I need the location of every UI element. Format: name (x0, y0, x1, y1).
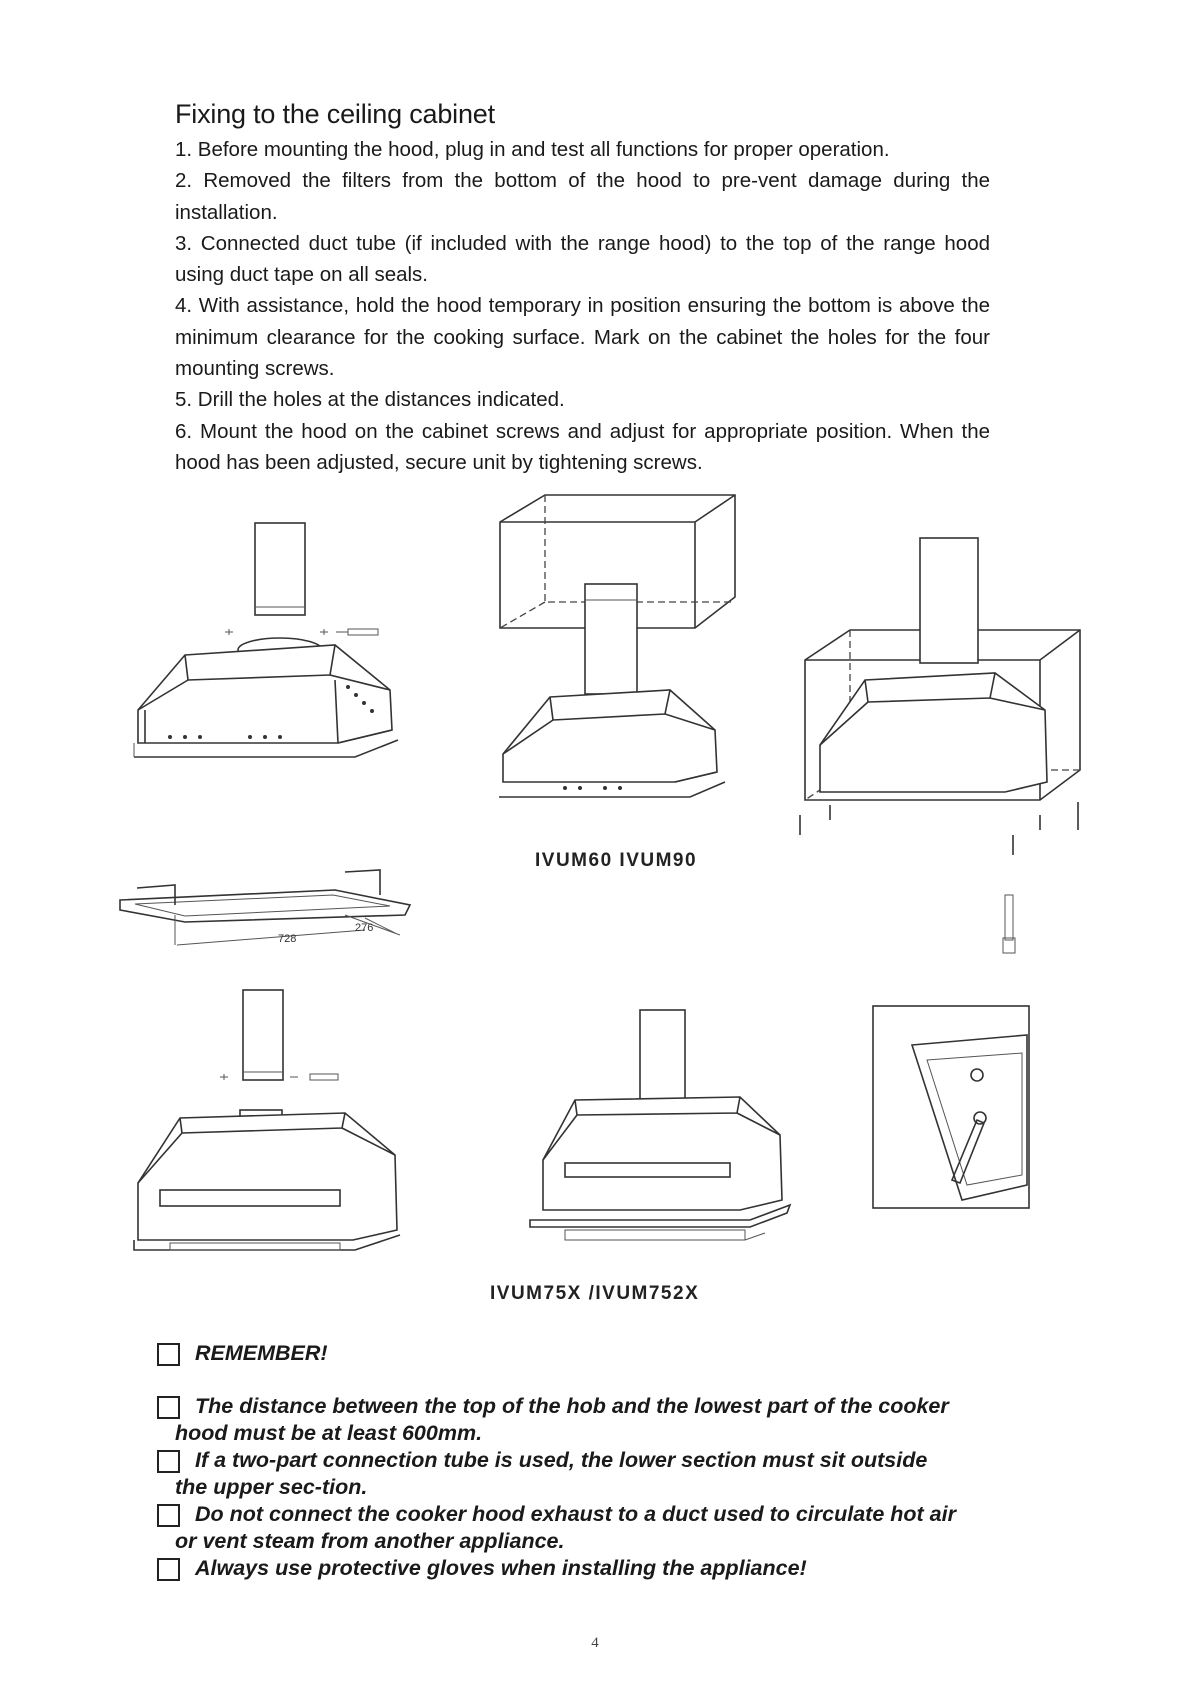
remember-item: If a two-part connection tube is used, the lower section must sit outside (155, 1447, 1025, 1474)
model-label-bottom: IVUM75X /IVUM752X (490, 1283, 700, 1304)
remember-item-continuation: hood must be at least 600mm. (175, 1421, 483, 1445)
remember-heading: REMEMBER! (155, 1340, 1025, 1367)
remember-item-continuation: or vent steam from another appliance. (175, 1529, 565, 1553)
checkbox-icon (157, 1396, 180, 1419)
figure-mounting-frame (115, 860, 415, 960)
figure-hood-75x-duct (130, 985, 410, 1255)
remember-item: The distance between the top of the hob and the lowest part of the cooker (155, 1393, 1025, 1420)
step-4: 4. With assistance, hold the hood temporary in position ensuring the bottom is above the minimum clearance for the cooking surface. Mark on the cabinet the holes for the four mounting screws. (175, 294, 990, 381)
step-1: 1. Before mounting the hood, plug in and test all functions for proper operation. (175, 138, 890, 161)
figure-screw-detail (872, 1005, 1032, 1210)
dimension-width: 728 (278, 933, 297, 945)
remember-item: Do not connect the cooker hood exhaust to a duct used to circulate hot air (155, 1501, 1025, 1528)
figure-hood-with-duct (130, 515, 430, 815)
checkbox-icon (157, 1450, 180, 1473)
page-title: Fixing to the ceiling cabinet (175, 99, 495, 129)
figure-hood-in-cabinet (495, 492, 755, 812)
instruction-steps (175, 134, 990, 478)
page-number: 4 (591, 1635, 599, 1651)
dimension-depth: 276 (355, 922, 374, 934)
step-6: 6. Mount the hood on the cabinet screws and adjust for appropriate position. When the hood has been adjusted, secure unit by tightening screws. (175, 419, 990, 474)
checkbox-icon (157, 1504, 180, 1527)
checkbox-icon (157, 1343, 180, 1366)
figure-hood-mounted-screws (795, 530, 1095, 960)
step-2: 2. Removed the filters from the bottom of the hood to pre-vent damage during the installation. (175, 169, 990, 224)
remember-item-continuation: the upper sec-tion. (175, 1475, 368, 1499)
model-label-top: IVUM60 IVUM90 (535, 850, 698, 871)
figure-hood-75x-mounted (525, 1005, 825, 1250)
step-3: 3. Connected duct tube (if included with the range hood) to the top of the range hood using duct tape on all seals. (175, 231, 990, 287)
remember-section (155, 1340, 1025, 1582)
step-5: 5. Drill the holes at the distances indicated. (175, 388, 565, 412)
checkbox-icon (157, 1558, 180, 1581)
remember-item: Always use protective gloves when installing the appliance! (155, 1555, 1025, 1582)
